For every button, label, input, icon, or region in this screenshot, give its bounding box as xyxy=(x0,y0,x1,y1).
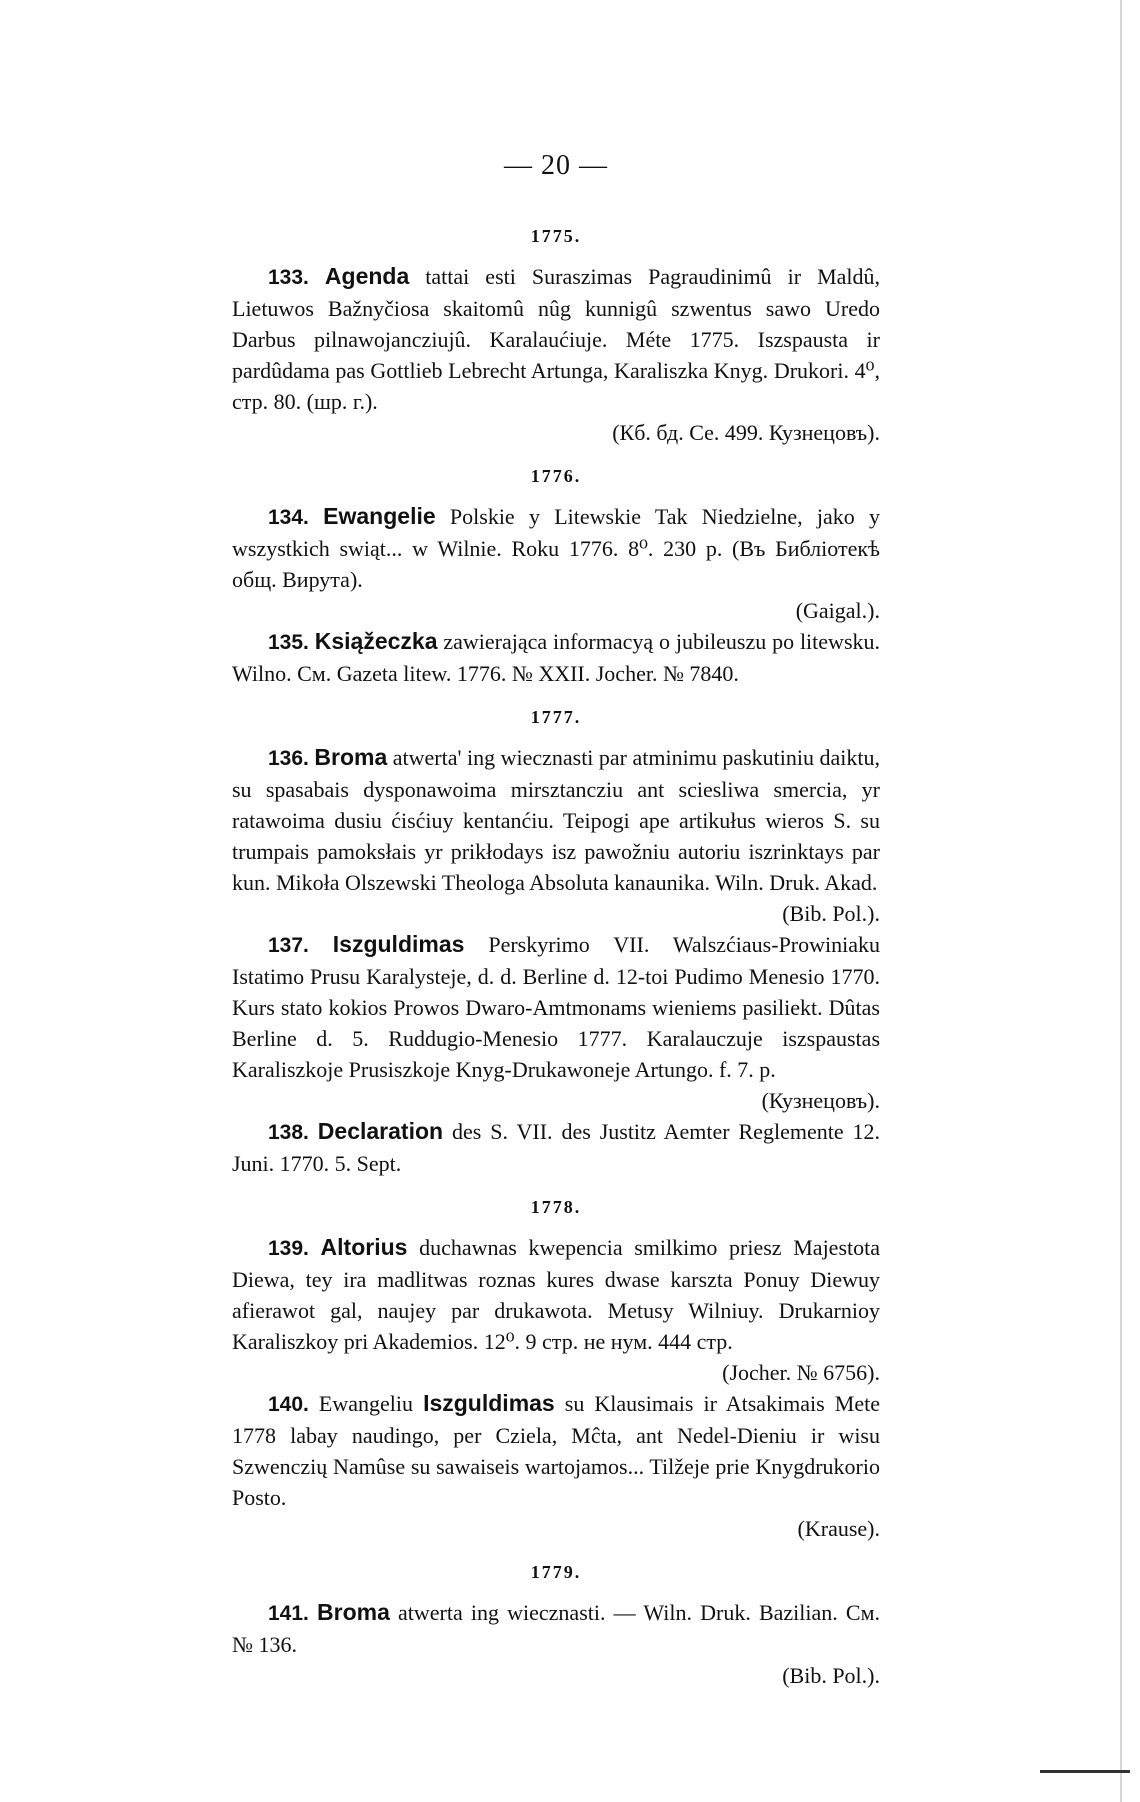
entry-text: Ewangeliu xyxy=(308,1391,424,1416)
entry-text: atwerta ing wiecznasti. — Wiln. Druk. Bazilian. См. № 136. xyxy=(232,1600,881,1657)
entry-source: (Jocher. № 6756). xyxy=(722,1360,880,1385)
year-heading-1778: 1778. xyxy=(530,1197,582,1217)
entry-source: (Krause). xyxy=(797,1516,880,1541)
entry-text: zawierająca informacyą o jubileuszu po litewsku. Wilno. См. Gazeta litew. 1776. № XXII. Jocher. № 7840. xyxy=(232,629,881,686)
entry-141 xyxy=(232,1597,880,1691)
entry-number: 137. xyxy=(268,934,309,957)
year-heading-1775: 1775. xyxy=(530,226,582,246)
entry-source: (Кб. бд. Се. 499. Кузнецовъ). xyxy=(612,420,880,445)
page-edge-line xyxy=(1120,0,1122,1802)
entry-source: (Bib. Pol.). xyxy=(782,901,880,926)
page-number: — 20 — xyxy=(504,150,608,181)
entry-137 xyxy=(232,929,880,1116)
entry-number: 141. xyxy=(268,1602,309,1625)
entry-number: 139. xyxy=(268,1237,309,1260)
entry-headword: Iszguldimas xyxy=(332,931,465,957)
entry-134 xyxy=(232,501,880,626)
entry-headword: Iszguldimas xyxy=(423,1390,555,1416)
entry-source: (Gaigal.). xyxy=(795,598,880,623)
entry-source: (Bib. Pol.). xyxy=(782,1663,880,1688)
entry-text: Polskie y Litewskie Tak Niedzielne, jako y wszystkich swiąt... w Wilnie. Roku 1776. 8⁰. 230 p. (Въ Библіотекѣ общ. Вирута). xyxy=(232,504,880,592)
entry-140 xyxy=(232,1388,880,1544)
entry-headword: Ewangelie xyxy=(323,503,436,529)
entry-number: 138. xyxy=(268,1121,309,1144)
entry-source: (Кузнецовъ). xyxy=(761,1088,880,1113)
entry-text: duchawnas kwepencia smilkimo priesz Majestota Diewa, tey ira madlitwas roznas kures dwase karszta Ponuy Diewuy afierawot gal, naujey par drukawota. Metusy Wilniuy. Drukarnioy Karaliszkoy pri Akademios. 12⁰. 9 стр. не нум. 444 стр. xyxy=(232,1235,880,1354)
entry-text: des S. VII. des Justitz Aemter Reglemente 12. Juni. 1770. 5. Sept. xyxy=(232,1119,881,1176)
entry-headword: Declaration xyxy=(317,1118,444,1144)
entry-text: Perskyrimo VII. Walszćiaus-Prowiniaku Istatimo Prusu Karalysteje, d. d. Berline d. 12-toi Pudimo Menesio 1770. Kurs stato kokios Prowos Dwaro-Amtmonams wieniems pasiliekt. Dûtas Berline d. 5. Ruddugio-Menesio 1777. Karalauczuje iszspaustas Karaliszkoje Prusiszkoje Knyg-Drukawoneje Artungo. f. 7. p. xyxy=(232,932,881,1082)
entry-text: atwerta' ing wiecznasti par atminimu paskutiniu daiktu, su spasabais dysponawoima mirsztancziu ant sciesliwa smercia, yr ratawoima dusiu ćisćiuy kentanćiu. Teipogi ape artikułus wieros S. su trumpais pamoksłais yr prikłodays isz pawožniu autoriu iszrinktays par kun. Mikoła Olszewski Theologa Absoluta kanaunika. Wiln. Druk. Akad. xyxy=(232,745,880,895)
entry-number: 134. xyxy=(268,506,309,529)
entry-138 xyxy=(232,1116,880,1179)
year-heading-1777: 1777. xyxy=(530,707,582,727)
entry-text: tattai esti Suraszimas Pagraudinimû ir Maldû, Lietuwos Bažnyčiosa skaitomû nûg kunnigû szwentus sawo Uredo Darbus pilnawojancziujû. Karalaućiuje. Méte 1775. Iszspausta ir pardûdama pas Gottlieb Lebrecht Artunga, Karaliszka Knyg. Drukori. 4⁰, стр. 80. (шр. г.). xyxy=(232,264,881,414)
entry-133 xyxy=(232,261,880,448)
entry-135 xyxy=(232,626,880,689)
entry-text-continued: su Klausimais ir Atsakimais Mete 1778 labay naudingo, per Cziela, Mĉta, ant Nedel-Dieniu ir wisu Szwenczių Namûse su sawaiseis wartojamos... Tilžeje prie Knygdrukorio Posto. xyxy=(232,1391,880,1510)
entry-136 xyxy=(232,742,880,929)
entry-headword: Broma xyxy=(314,744,388,770)
entry-139 xyxy=(232,1232,880,1388)
entry-headword: Broma xyxy=(317,1599,390,1625)
document-page xyxy=(232,150,880,1691)
entry-headword: Altorius xyxy=(320,1234,408,1260)
entry-number: 133. xyxy=(268,266,309,289)
scan-artifact xyxy=(1040,1770,1130,1773)
year-heading-1776: 1776. xyxy=(530,466,582,486)
entry-number: 136. xyxy=(268,747,309,770)
entry-number: 135. xyxy=(268,631,309,654)
entry-headword: Agenda xyxy=(324,263,410,289)
year-heading-1779: 1779. xyxy=(530,1562,582,1582)
entry-number: 140. xyxy=(268,1393,309,1416)
entry-headword: Ksiąžeczka xyxy=(314,628,438,654)
